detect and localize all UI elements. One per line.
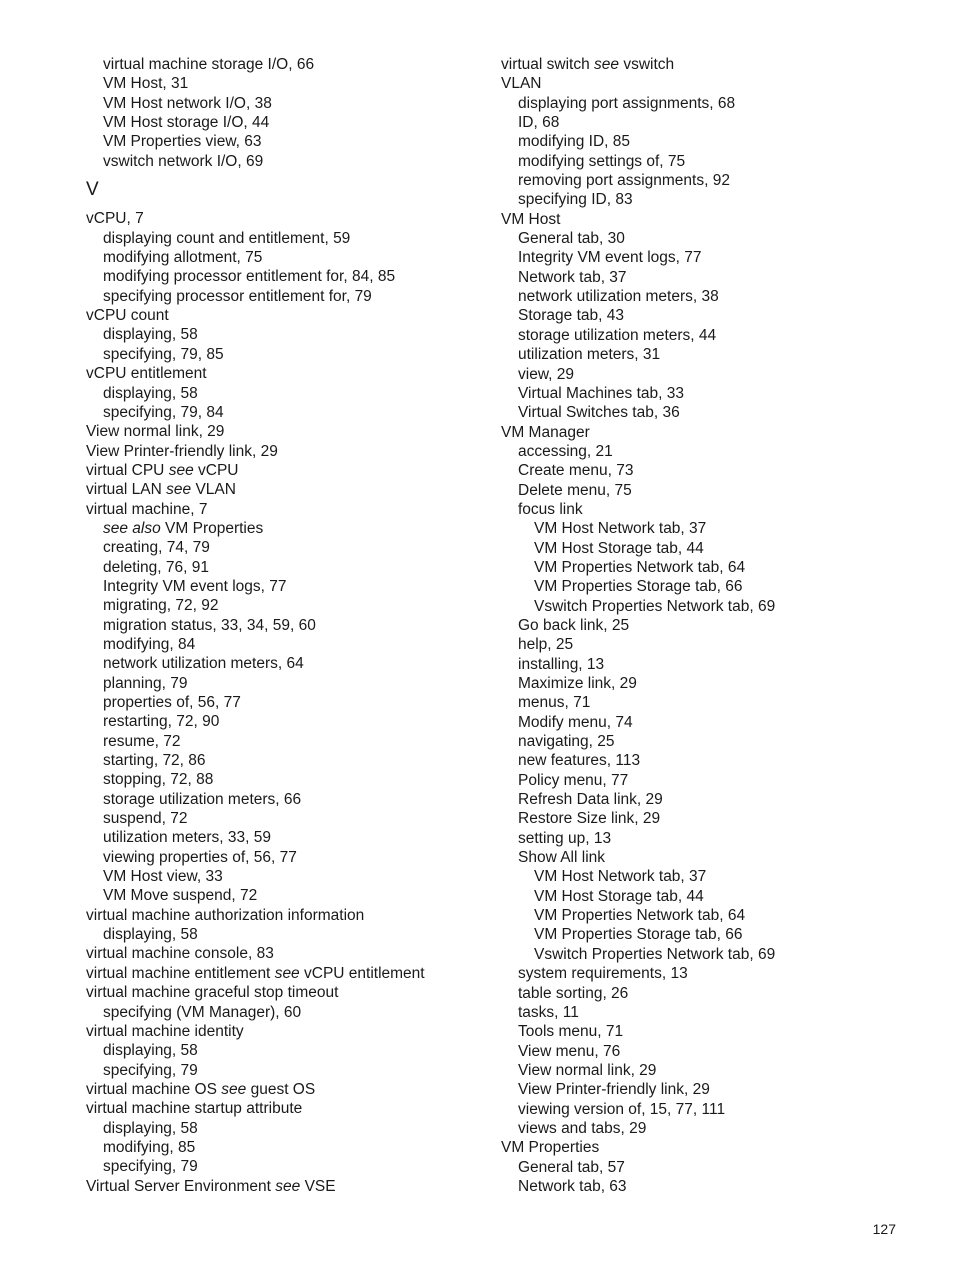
index-subentry xyxy=(86,1157,506,1176)
entry-text: View normal link, 29 xyxy=(518,1061,657,1079)
index-subentry xyxy=(86,1003,506,1022)
entry-text: specifying, 79, 85 xyxy=(103,345,224,363)
index-subentry xyxy=(501,848,921,867)
index-subentry xyxy=(86,1119,506,1138)
index-subentry xyxy=(86,635,506,654)
entry-text: General tab, 57 xyxy=(518,1158,625,1176)
index-subentry xyxy=(86,712,506,731)
index-subentry xyxy=(501,132,921,151)
index-subentry xyxy=(501,94,921,113)
entry-text: virtual machine identity xyxy=(86,1022,244,1040)
entry-text: modifying settings of, 75 xyxy=(518,152,686,170)
cross-reference-target: VM Properties xyxy=(165,519,264,537)
entry-text: Modify menu, 74 xyxy=(518,713,633,731)
entry-text: Maximize link, 29 xyxy=(518,675,637,692)
index-subentry xyxy=(501,1158,921,1177)
entry-text: deleting, 76, 91 xyxy=(103,558,210,576)
entry-text: VM Host Storage tab, 44 xyxy=(534,887,704,905)
cross-reference-target: VSE xyxy=(304,1177,336,1195)
index-subentry xyxy=(86,1061,506,1080)
entry-text: vCPU count xyxy=(86,307,169,325)
index-column-right xyxy=(501,55,921,1196)
index-subentry xyxy=(86,654,506,673)
index-main-entry xyxy=(86,209,506,228)
index-subentry xyxy=(501,519,921,538)
index-main-entry xyxy=(86,964,506,983)
index-main-entry xyxy=(86,1099,506,1118)
index-subentry xyxy=(501,1177,921,1196)
index-subentry xyxy=(86,132,506,151)
index-subentry xyxy=(501,713,921,732)
index-subentry xyxy=(86,248,506,267)
entry-text: Refresh Data link, 29 xyxy=(518,791,663,809)
index-subentry xyxy=(501,403,921,422)
entry-text: displaying count and entitlement, 59 xyxy=(103,229,351,247)
index-subentry xyxy=(86,828,506,847)
entry-text: planning, 79 xyxy=(103,674,188,692)
index-subentry xyxy=(501,306,921,325)
index-subentry xyxy=(501,442,921,461)
entry-text: specifying (VM Manager), 60 xyxy=(103,1003,302,1021)
index-subentry xyxy=(86,229,506,248)
index-subentry xyxy=(501,597,921,616)
index-subentry xyxy=(86,848,506,867)
entry-text: displaying, 58 xyxy=(103,384,198,402)
index-subentry xyxy=(86,867,506,886)
index-subentry xyxy=(86,287,506,306)
index-column-left xyxy=(86,55,506,1196)
index-subentry xyxy=(86,345,506,364)
index-subentry xyxy=(501,809,921,828)
index-subentry xyxy=(501,829,921,848)
entry-text: View normal link, 29 xyxy=(86,423,225,441)
index-main-entry xyxy=(86,1080,506,1099)
entry-text: displaying, 58 xyxy=(103,1042,198,1060)
entry-text: VM Manager xyxy=(501,423,590,441)
index-subentry xyxy=(86,886,506,905)
entry-text: VM Host network I/O, 38 xyxy=(103,94,272,112)
index-subentry xyxy=(501,365,921,384)
entry-text: VM Host, 31 xyxy=(103,75,189,93)
cross-reference-keyword: see xyxy=(594,56,620,73)
index-main-entry xyxy=(86,1177,506,1196)
entry-text: help, 25 xyxy=(518,636,574,654)
entry-text: Policy menu, 77 xyxy=(518,771,629,789)
cross-reference-keyword: see xyxy=(168,461,194,479)
index-subentry xyxy=(86,558,506,577)
index-subentry xyxy=(86,113,506,132)
index-subentry xyxy=(86,751,506,770)
entry-text: displaying, 58 xyxy=(103,1119,198,1137)
entry-text: VM Properties view, 63 xyxy=(103,133,262,151)
entry-text: virtual machine storage I/O, 66 xyxy=(103,56,315,73)
entry-text: properties of, 56, 77 xyxy=(103,694,241,711)
index-subentry xyxy=(501,945,921,964)
index-subentry xyxy=(501,558,921,577)
entry-text: utilization meters, 33, 59 xyxy=(103,829,272,847)
entry-text: network utilization meters, 64 xyxy=(103,655,304,673)
entry-text: VM Host xyxy=(501,210,561,228)
entry-text: VLAN xyxy=(501,75,542,93)
entry-text: viewing version of, 15, 77, 111 xyxy=(518,1100,726,1118)
index-subentry xyxy=(86,403,506,422)
index-subentry xyxy=(86,732,506,751)
entry-text: virtual switch xyxy=(501,56,590,73)
index-subentry xyxy=(86,674,506,693)
index-main-entry xyxy=(86,983,506,1002)
index-subentry xyxy=(86,94,506,113)
entry-text: new features, 113 xyxy=(518,752,641,770)
entry-text: migration status, 33, 34, 59, 60 xyxy=(103,616,316,634)
index-subentry xyxy=(501,481,921,500)
entry-text: displaying, 58 xyxy=(103,326,198,344)
entry-text: views and tabs, 29 xyxy=(518,1119,647,1137)
entry-text: Network tab, 63 xyxy=(518,1177,627,1195)
entry-text: virtual machine console, 83 xyxy=(86,945,274,963)
index-main-entry xyxy=(86,500,506,519)
entry-text: Show All link xyxy=(518,849,606,867)
entry-text: modifying processor entitlement for, 84, 85 xyxy=(103,268,396,286)
entry-text: VM Properties Network tab, 64 xyxy=(534,907,746,925)
entry-text: Go back link, 25 xyxy=(518,616,630,634)
entry-text: ID, 68 xyxy=(518,114,560,132)
entry-text: VM Properties Storage tab, 66 xyxy=(534,578,743,596)
index-main-entry xyxy=(86,461,506,480)
index-subentry xyxy=(501,229,921,248)
index-subentry xyxy=(86,577,506,596)
index-subentry xyxy=(86,384,506,403)
index-subentry xyxy=(86,790,506,809)
index-subentry xyxy=(86,152,506,171)
entry-text: Network tab, 37 xyxy=(518,268,627,286)
index-subentry xyxy=(86,519,506,538)
entry-text: Virtual Switches tab, 36 xyxy=(518,404,680,422)
index-subentry xyxy=(501,1080,921,1099)
entry-text: virtual machine startup attribute xyxy=(86,1100,303,1118)
index-subentry xyxy=(501,693,921,712)
entry-text: Restore Size link, 29 xyxy=(518,810,661,828)
entry-text: VM Properties xyxy=(501,1139,600,1157)
index-main-entry xyxy=(501,55,921,74)
entry-text: specifying, 79 xyxy=(103,1158,198,1176)
index-subentry xyxy=(501,1100,921,1119)
entry-text: specifying, 79, 84 xyxy=(103,403,224,421)
cross-reference-target: vCPU xyxy=(198,461,239,479)
index-subentry xyxy=(501,171,921,190)
index-subentry xyxy=(86,538,506,557)
cross-reference-keyword: see xyxy=(275,1177,301,1195)
index-main-entry xyxy=(86,442,506,461)
entry-text: VM Move suspend, 72 xyxy=(103,887,258,905)
index-subentry xyxy=(501,751,921,770)
index-subentry xyxy=(501,1022,921,1041)
entry-text: Create menu, 73 xyxy=(518,462,634,480)
index-subentry xyxy=(501,674,921,693)
entry-text: migrating, 72, 92 xyxy=(103,597,219,615)
entry-text: system requirements, 13 xyxy=(518,965,688,983)
entry-text: restarting, 72, 90 xyxy=(103,713,220,731)
entry-text: modifying allotment, 75 xyxy=(103,249,263,267)
entry-text: virtual machine OS xyxy=(86,1080,217,1098)
entry-text: creating, 74, 79 xyxy=(103,539,210,557)
index-subentry xyxy=(501,461,921,480)
entry-text: vCPU entitlement xyxy=(86,365,207,383)
entry-text: menus, 71 xyxy=(518,694,591,712)
entry-text: specifying processor entitlement for, 79 xyxy=(103,287,372,305)
entry-text: stopping, 72, 88 xyxy=(103,771,214,789)
entry-text: VM Host Network tab, 37 xyxy=(534,520,707,538)
index-subentry xyxy=(501,655,921,674)
index-letter-heading: V xyxy=(86,179,99,201)
index-subentry xyxy=(501,539,921,558)
entry-text: Integrity VM event logs, 77 xyxy=(518,249,702,267)
entry-text: General tab, 30 xyxy=(518,230,625,248)
index-subentry xyxy=(501,152,921,171)
index-subentry xyxy=(501,345,921,364)
index-subentry xyxy=(86,925,506,944)
entry-text: accessing, 21 xyxy=(518,442,613,460)
entry-text: View Printer-friendly link, 29 xyxy=(86,442,278,460)
index-subentry xyxy=(86,693,506,712)
cross-reference-target: vCPU entitlement xyxy=(304,964,425,982)
index-subentry xyxy=(501,384,921,403)
entry-text: VM Host Storage tab, 44 xyxy=(534,539,704,557)
entry-text: setting up, 13 xyxy=(518,829,612,847)
cross-reference-keyword: see xyxy=(166,481,192,499)
index-subentry xyxy=(501,190,921,209)
entry-text: Integrity VM event logs, 77 xyxy=(103,577,287,595)
index-main-entry xyxy=(86,1022,506,1041)
entry-text: VM Properties Network tab, 64 xyxy=(534,558,746,576)
index-subentry xyxy=(86,616,506,635)
index-subentry xyxy=(501,248,921,267)
cross-reference-target: VLAN xyxy=(195,481,236,499)
index-main-entry xyxy=(86,944,506,963)
entry-text: virtual machine, 7 xyxy=(86,500,208,518)
cross-reference-keyword: see xyxy=(274,964,300,982)
entry-text: virtual LAN xyxy=(86,481,162,499)
entry-text: VM Host Network tab, 37 xyxy=(534,868,707,886)
entry-text: view, 29 xyxy=(518,365,575,383)
index-main-entry xyxy=(86,422,506,441)
entry-text: specifying, 79 xyxy=(103,1061,198,1079)
index-subentry xyxy=(501,635,921,654)
entry-text: storage utilization meters, 66 xyxy=(103,790,302,808)
index-main-entry xyxy=(501,1138,921,1157)
index-subentry xyxy=(501,906,921,925)
entry-text: VM Host storage I/O, 44 xyxy=(103,114,270,132)
entry-text: virtual machine entitlement xyxy=(86,964,271,982)
entry-text: modifying, 84 xyxy=(103,635,196,653)
entry-text: suspend, 72 xyxy=(103,810,188,828)
entry-text: resume, 72 xyxy=(103,732,181,750)
entry-text: Virtual Machines tab, 33 xyxy=(518,384,685,402)
index-main-entry xyxy=(86,906,506,925)
index-subentry xyxy=(86,55,506,74)
entry-text: VM Host view, 33 xyxy=(103,868,223,886)
index-subentry xyxy=(501,790,921,809)
index-subentry xyxy=(501,500,921,519)
index-subentry xyxy=(501,771,921,790)
entry-text: specifying ID, 83 xyxy=(518,191,633,209)
index-main-entry xyxy=(86,306,506,325)
index-subentry xyxy=(86,596,506,615)
entry-text: focus link xyxy=(518,500,583,518)
index-subentry xyxy=(501,287,921,306)
entry-text: installing, 13 xyxy=(518,655,605,673)
entry-text: viewing properties of, 56, 77 xyxy=(103,848,297,866)
cross-reference-target: guest OS xyxy=(250,1080,316,1098)
entry-text: virtual CPU xyxy=(86,461,165,479)
index-main-entry xyxy=(86,480,506,499)
entry-text: Tools menu, 71 xyxy=(518,1023,624,1041)
index-subentry xyxy=(501,1119,921,1138)
entry-text: displaying port assignments, 68 xyxy=(518,94,736,112)
cross-reference-target: vswitch xyxy=(623,56,675,73)
index-main-entry xyxy=(501,423,921,442)
index-subentry xyxy=(501,268,921,287)
index-main-entry xyxy=(501,74,921,93)
entry-text: View menu, 76 xyxy=(518,1042,621,1060)
index-subentry xyxy=(86,770,506,789)
index-main-entry xyxy=(86,364,506,383)
index-subentry xyxy=(501,1003,921,1022)
entry-text: virtual machine graceful stop timeout xyxy=(86,984,339,1002)
index-subentry xyxy=(501,964,921,983)
index-subentry xyxy=(86,267,506,286)
index-subentry xyxy=(501,113,921,132)
entry-text: utilization meters, 31 xyxy=(518,346,661,364)
entry-text: removing port assignments, 92 xyxy=(518,172,730,190)
entry-text: navigating, 25 xyxy=(518,733,615,751)
entry-text: vswitch network I/O, 69 xyxy=(103,152,264,170)
entry-text: VM Properties Storage tab, 66 xyxy=(534,926,743,944)
index-subentry xyxy=(86,74,506,93)
entry-text: modifying ID, 85 xyxy=(518,133,630,151)
index-subentry xyxy=(501,577,921,596)
index-subentry xyxy=(86,809,506,828)
entry-text: virtual machine authorization information xyxy=(86,906,365,924)
entry-text: displaying, 58 xyxy=(103,926,198,944)
entry-text: Delete menu, 75 xyxy=(518,481,632,499)
index-main-entry xyxy=(501,210,921,229)
entry-text: storage utilization meters, 44 xyxy=(518,326,717,344)
entry-text: View Printer-friendly link, 29 xyxy=(518,1081,710,1099)
index-subentry xyxy=(501,1042,921,1061)
index-subentry xyxy=(86,325,506,344)
entry-text: Virtual Server Environment xyxy=(86,1177,271,1195)
entry-text: network utilization meters, 38 xyxy=(518,288,719,306)
index-subentry xyxy=(501,732,921,751)
index-subentry xyxy=(501,616,921,635)
entry-text: vCPU, 7 xyxy=(86,210,144,228)
index-subentry xyxy=(501,326,921,345)
entry-text: modifying, 85 xyxy=(103,1138,196,1156)
index-subentry xyxy=(501,984,921,1003)
entry-text: table sorting, 26 xyxy=(518,984,629,1002)
entry-text: Storage tab, 43 xyxy=(518,307,624,325)
entry-text: Vswitch Properties Network tab, 69 xyxy=(534,597,776,615)
index-subentry xyxy=(501,867,921,886)
entry-text: starting, 72, 86 xyxy=(103,752,206,770)
index-subentry xyxy=(86,1041,506,1060)
index-subentry xyxy=(501,1061,921,1080)
index-subentry xyxy=(501,887,921,906)
index-subentry xyxy=(501,925,921,944)
cross-reference-keyword: see xyxy=(221,1080,247,1098)
cross-reference-keyword: see also xyxy=(103,519,161,537)
entry-text: Vswitch Properties Network tab, 69 xyxy=(534,945,776,963)
index-subentry xyxy=(86,1138,506,1157)
entry-text: tasks, 11 xyxy=(518,1003,579,1021)
page-number: 127 xyxy=(872,1221,896,1237)
